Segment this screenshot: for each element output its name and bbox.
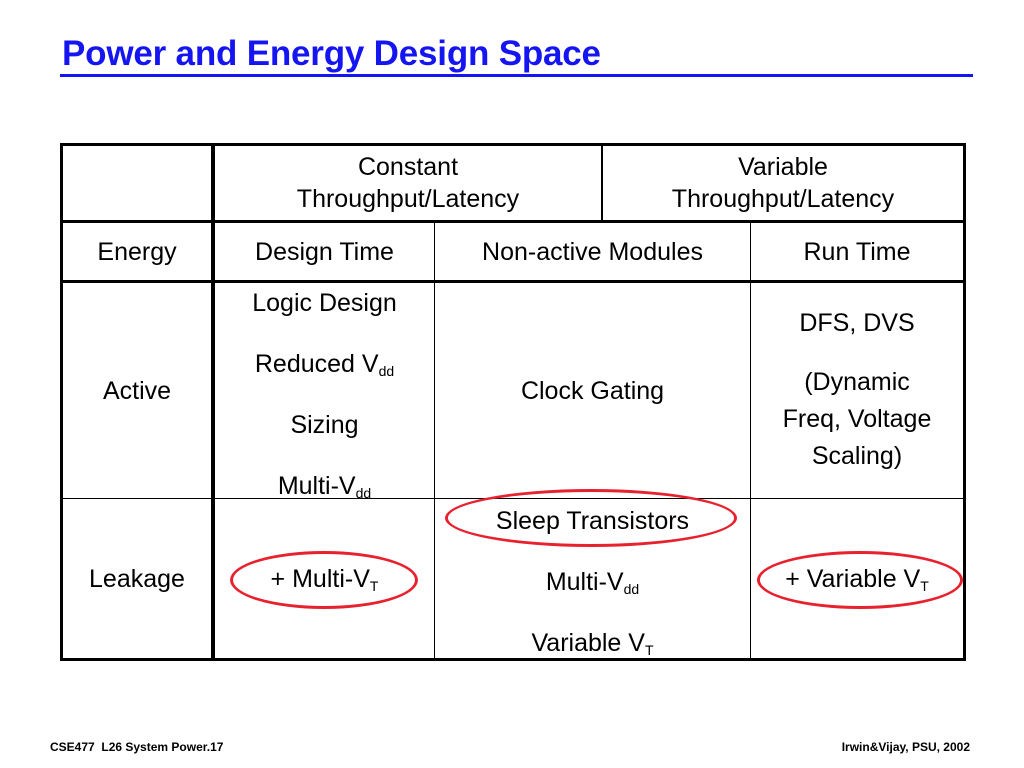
leakage-variable-vt: Variable $V_T$ bbox=[531, 629, 654, 658]
header-variable-line2: Throughput/Latency bbox=[671, 185, 895, 213]
header-variable-line1: Variable bbox=[738, 153, 828, 181]
active-multi-vdd: Multi-$V_{dd}$ bbox=[277, 472, 372, 501]
header-variable-throughput bbox=[603, 146, 963, 220]
leakage-sleep-transistors: Sleep Transistors bbox=[495, 507, 690, 535]
active-design-time-list bbox=[215, 288, 434, 501]
table-border-bottom bbox=[60, 658, 966, 661]
row-label-active: Active bbox=[102, 376, 172, 405]
row-label-leakage: Leakage bbox=[89, 564, 185, 593]
slide-title: Power and Energy Design Space bbox=[62, 34, 601, 73]
footer-left: CSE477 L26 System Power.17 bbox=[50, 740, 224, 754]
active-reduced-vdd: Reduced $V_{dd}$ bbox=[254, 350, 395, 379]
footer-right: Irwin&Vijay, PSU, 2002 bbox=[841, 740, 970, 754]
title-underline bbox=[60, 74, 973, 77]
active-dynamic-line: (Dynamic bbox=[804, 368, 910, 396]
active-dfs-dvs: DFS, DVS bbox=[799, 309, 915, 337]
header-constant-line2: Throughput/Latency bbox=[296, 185, 520, 213]
leakage-variable-vt-runtime: + Variable $V_T$ bbox=[785, 564, 929, 594]
highlight-oval-multi-vt bbox=[230, 551, 418, 609]
active-freq-voltage-line: Freq, Voltage bbox=[782, 405, 932, 433]
leakage-multi-vt: + Multi-$V_T$ bbox=[270, 564, 379, 594]
column-header-design-time: Design Time bbox=[255, 237, 394, 266]
column-header-run-time: Run Time bbox=[803, 237, 911, 266]
table-border-right bbox=[963, 143, 966, 661]
leakage-multi-vdd: Multi-$V_{dd}$ bbox=[545, 568, 640, 597]
column-header-non-active-modules: Non-active Modules bbox=[482, 237, 703, 266]
header-constant-throughput bbox=[215, 146, 601, 220]
active-logic-design: Logic Design bbox=[252, 289, 397, 317]
active-scaling-line: Scaling) bbox=[811, 442, 903, 470]
column-header-energy: Energy bbox=[97, 237, 177, 266]
highlight-oval-sleep-transistors bbox=[445, 489, 737, 547]
active-sizing: Sizing bbox=[290, 411, 359, 439]
highlight-oval-variable-vt bbox=[757, 551, 963, 609]
active-run-time bbox=[751, 290, 963, 490]
active-clock-gating: Clock Gating bbox=[520, 376, 665, 405]
header-constant-line1: Constant bbox=[357, 153, 459, 181]
